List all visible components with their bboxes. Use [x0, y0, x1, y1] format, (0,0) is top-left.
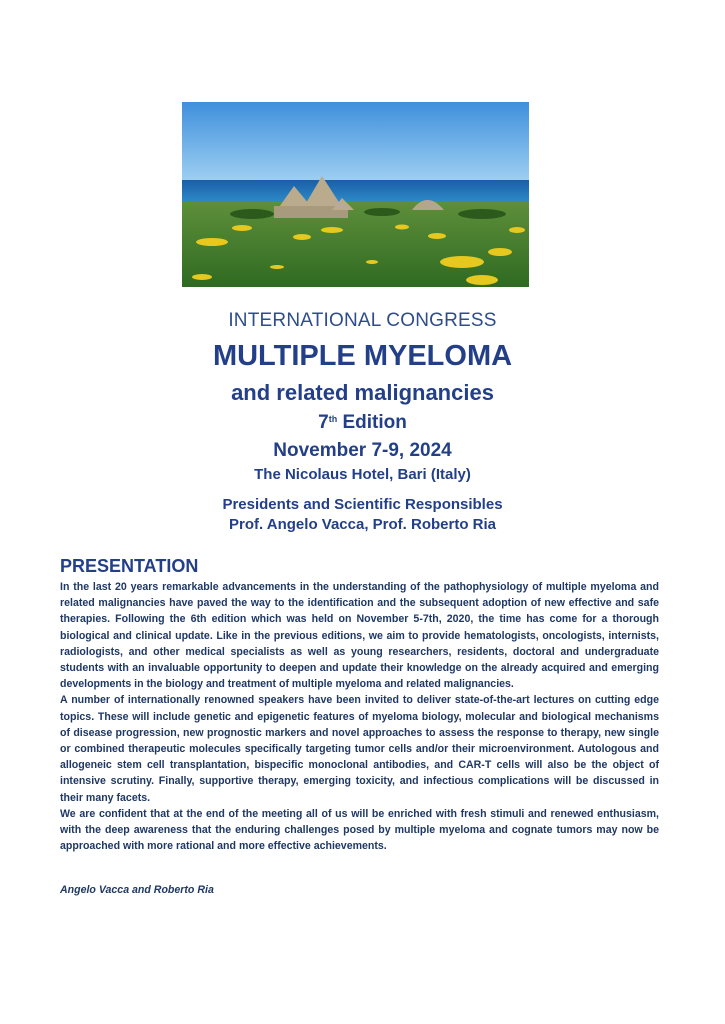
- landscape-illustration: [182, 102, 529, 287]
- congress-subtitle: and related malignancies: [231, 380, 494, 405]
- presentation-paragraph-1: In the last 20 years remarkable advancements in the understanding of the pathophysiology of multiple myeloma and related malignancies have paved the way to the identification and the subsequent adoption of new effective and safe therapies. Following the 6th edition which was held on November 5-7th, 2020, the time has come for a thorough biological and clinical update. Like in the previous editions, we aim to provide hematologists, oncologists, internists, radiologists, and other medical specialists as well as young researchers, residents, doctoral and undergraduate students with an invaluable opportunity to deepen and update their knowledge on the already acquired and emerging developments in the biology and treatment of multiple myeloma and related malignancies.: [60, 581, 659, 691]
- edition-number: 7: [318, 412, 329, 433]
- edition-label: Edition: [337, 412, 407, 433]
- congress-dates: November 7-9, 2024: [273, 440, 452, 461]
- congress-title: MULTIPLE MYELOMA: [212, 340, 513, 372]
- hero-photo: [182, 102, 529, 287]
- congress-venue: The Nicolaus Hotel, Bari (Italy): [254, 466, 471, 483]
- edition-line: [0, 412, 725, 434]
- presentation-paragraph-3: We are confident that at the end of the meeting all of us will be enriched with fresh stimuli and renewed enthusiasm, with the deep awareness that the enduring challenges posed by multiple myeloma and cognate tumors may now be approached with more rational and more effective achievements.: [60, 807, 659, 853]
- congress-kicker: INTERNATIONAL CONGRESS: [228, 310, 497, 331]
- presentation-body: [60, 579, 659, 854]
- presentation-heading: PRESENTATION: [60, 556, 199, 576]
- presentation-paragraph-2: A number of internationally renowned speakers have been invited to deliver state-of-the-art lectures on cutting edge topics. These will include genetic and epigenetic features of myeloma biology, molecular and biological mechanisms of disease progression, new prognostic markers and novel approaches to assess the response to therapy, new single or combined therapeutic molecules specifically targeting tumor cells and/or their microenvironment. Autologous and allogeneic stem cell transplantation, bispecific monoclonal antibodies, and CAR-T cells will also be the object of intensive scrutiny. Finally, supportive therapy, emerging toxicity, and infectious complications will be discussed in their many facets.: [60, 694, 659, 804]
- signature: Angelo Vacca and Roberto Ria: [60, 884, 214, 896]
- edition-suffix: th: [328, 414, 338, 424]
- presidents-names: Prof. Angelo Vacca, Prof. Roberto Ria: [229, 516, 496, 533]
- presidents-label: Presidents and Scientific Responsibles: [222, 496, 503, 513]
